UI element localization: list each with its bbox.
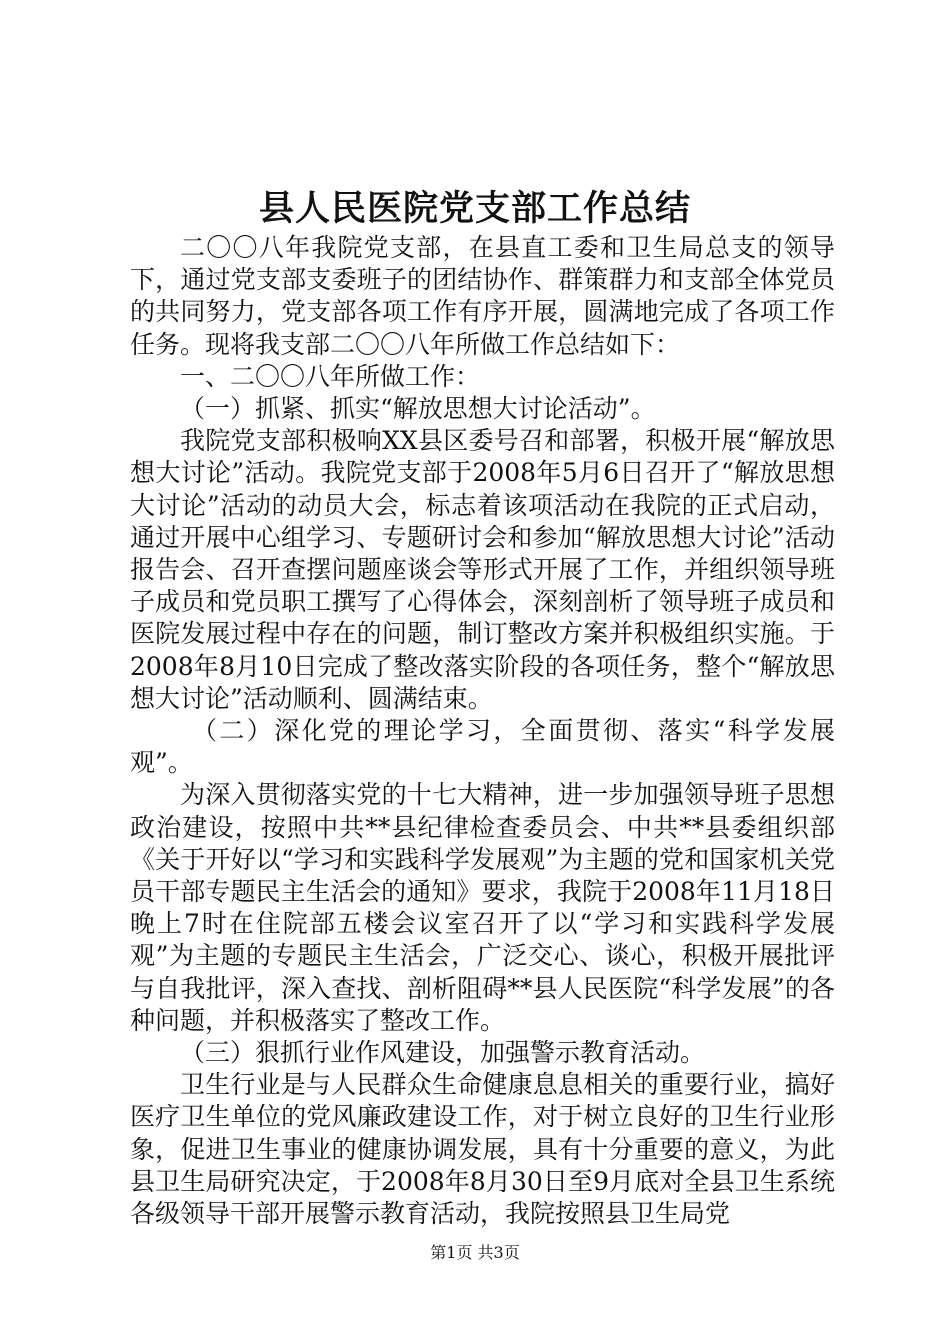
paragraph-intro: 二〇〇八年我院党支部，在县直工委和卫生局总支的领导下，通过党支部支委班子的团结协作、群策群力和支部全体党员的共同努力，党支部各项工作有序开展，圆满地完成了各项工作任务。现将我支部二〇〇八年所做工作总结如下：	[130, 233, 835, 359]
document-title: 县人民医院党支部工作总结	[258, 188, 691, 229]
subsection-heading-3: （三）狠抓行业作风建设，加强警示教育活动。	[180, 1038, 706, 1068]
subsection-heading-2: （二）深化党的理论学习，全面贯彻、落实“科学发展观”。	[130, 716, 835, 778]
subsection-heading-1: （一）抓紧、抓实“解放思想大讨论活动”。	[180, 394, 656, 424]
document-body	[130, 232, 835, 1230]
page-footer: 第1页 共3页	[430, 1243, 520, 1262]
section-heading-1: 一、二〇〇八年所做工作：	[180, 361, 481, 391]
paragraph-liberation-campaign: 我院党支部积极响XX县区委号召和部署，积极开展“解放思想大讨论”活动。我院党支部于2008年5月6日召开了“解放思想大讨论”活动的动员大会，标志着该项活动在我院的正式启动，通过开展中心组学习、专题研讨会和参加“解放思想大讨论”活动报告会、召开查摆问题座谈会等形式开展了工作，并组织领导班子成员和党员职工撰写了心得体会，深刻剖析了领导班子成员和医院发展过程中存在的问题，制订整改方案并积极组织实施。于2008年8月10日完成了整改落实阶段的各项任务，整个“解放思想大讨论”活动顺利、圆满结束。	[130, 426, 835, 713]
paragraph-scientific-development: 为深入贯彻落实党的十七大精神，进一步加强领导班子思想政治建设，按照中共**县纪律检查委员会、中共**县委组织部《关于开好以“学习和实践科学发展观”为主题的党和国家机关党员干部专题民主生活会的通知》要求，我院于2008年11月18日晚上7时在住院部五楼会议室召开了以“学习和实践科学发展观”为主题的专题民主生活会，广泛交心、谈心，积极开展批评与自我批评，深入查找、剖析阻碍**县人民医院“科学发展”的各种问题，并积极落实了整改工作。	[130, 780, 835, 1035]
paragraph-industry-conduct: 卫生行业是与人民群众生命健康息息相关的重要行业，搞好医疗卫生单位的党风廉政建设工作，对于树立良好的卫生行业形象，促进卫生事业的健康协调发展，具有十分重要的意义，为此县卫生局研究决定，于2008年8月30日至9月底对全县卫生系统各级领导干部开展警示教育活动，我院按照县卫生局党	[130, 1070, 835, 1229]
